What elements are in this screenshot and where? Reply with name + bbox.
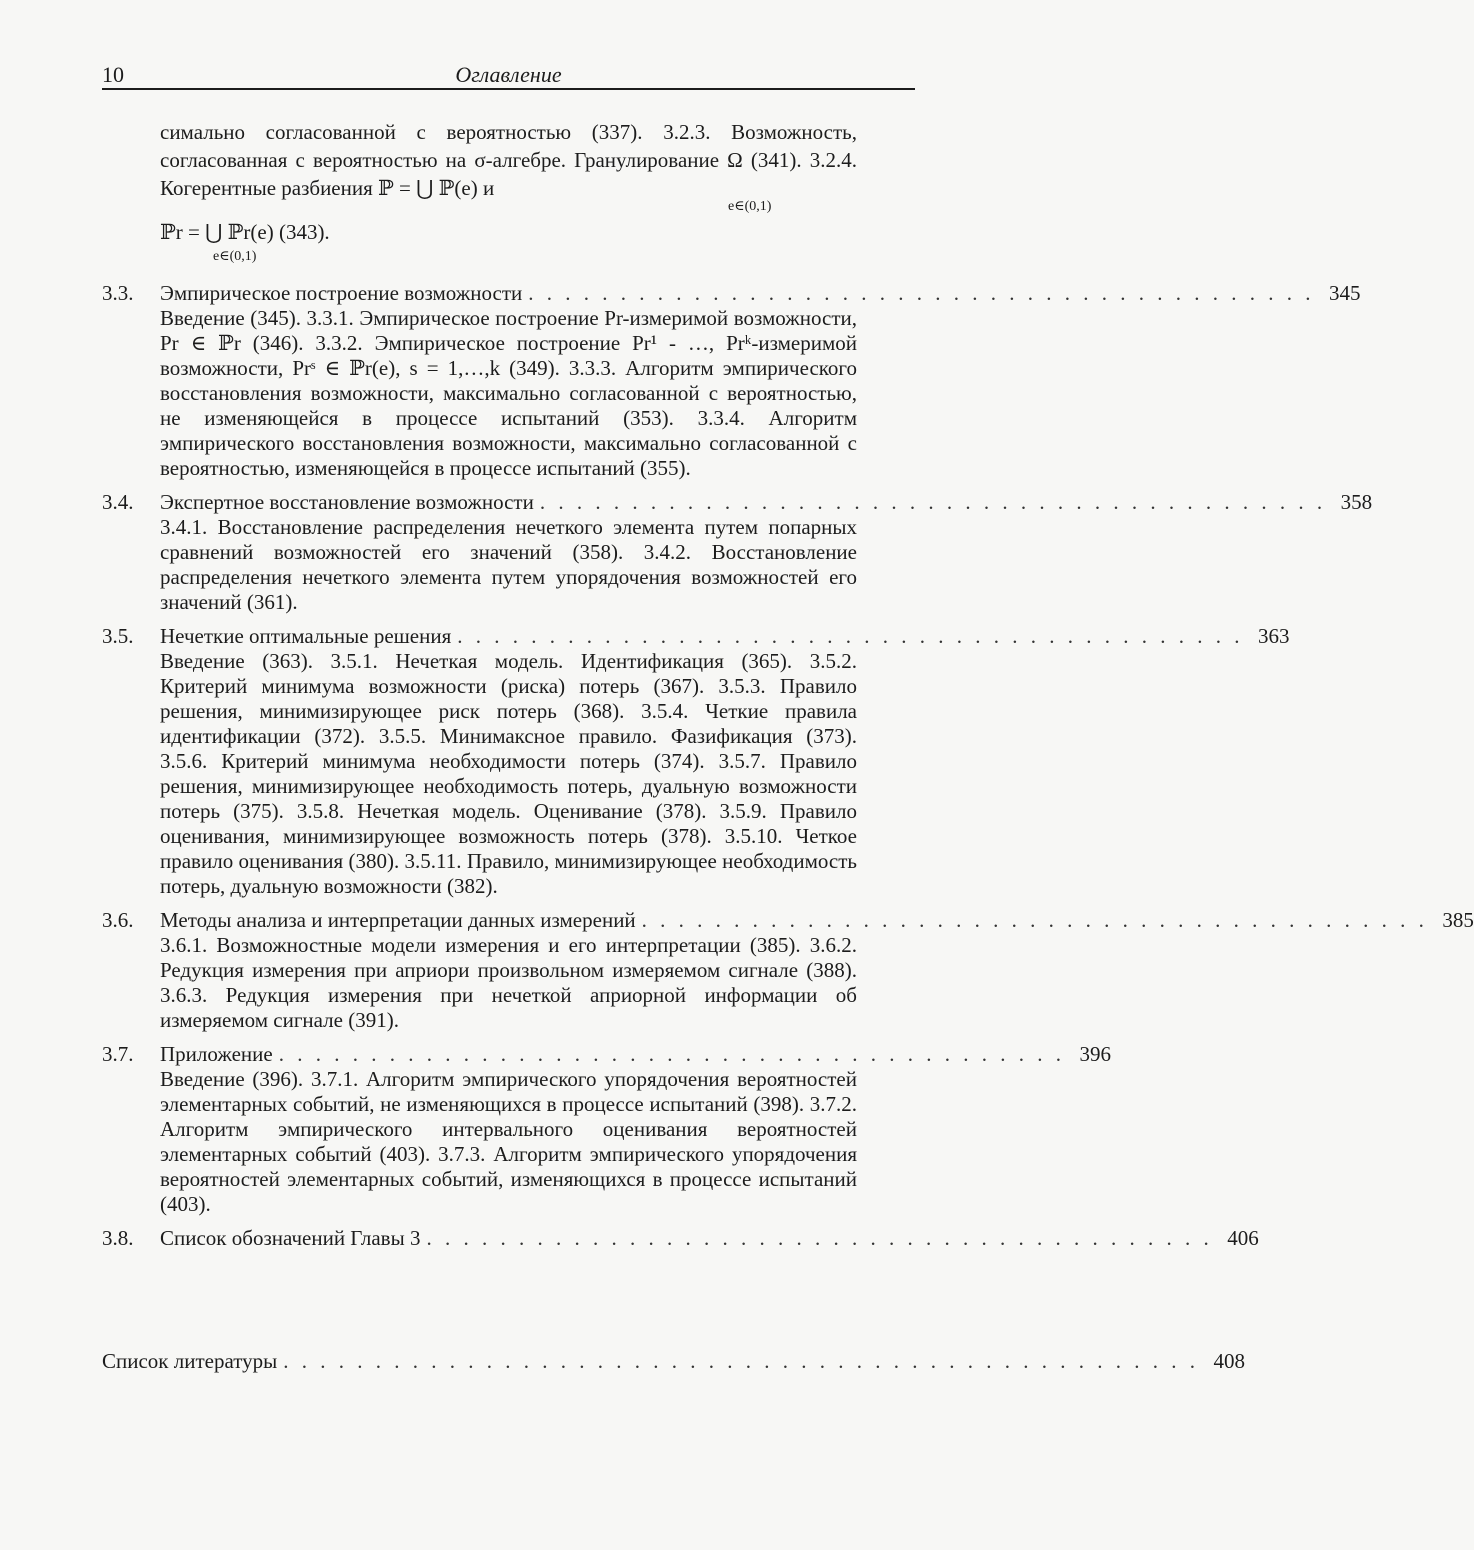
toc-entry (102, 489, 1373, 615)
formula-line: ℙr = ⋃ ℙr(e) (343). (160, 220, 330, 244)
leader-dots: . . . . . . . . . . . . . . . . . . . . . . . . . . . . . . . . . . . . . . . . . . . (457, 624, 1244, 648)
toc-entry (102, 280, 1361, 481)
toc-entry (102, 907, 1474, 1033)
section-description: Введение (363). 3.5.1. Нечеткая модель. Идентификация (365). 3.5.2. Критерий минимума возможности (риска) потерь (367). 3.5.3. Правило решения, минимизирующее риск потерь (368). 3.5.4. Четкие правила идентификации (372). 3.5.5. Минимаксное правило. Фазификация (373). 3.5.6. Критерий минимума необходимости потерь (374). 3.5.7. Правило решения, минимизирующее необходимость потерь, дуальную возможности потерь (375). 3.5.8. Нечеткая модель. Оценивание (378). 3.5.9. Правило оценивания, минимизирующее возможность потерь (378). 3.5.10. Четкое правило оценивания (380). 3.5.11. Правило, минимизирующее необходимость потерь, дуальную возможности (382). (160, 649, 857, 898)
bibliography-title[interactable]: Список литературы (102, 1349, 278, 1373)
page-header (102, 60, 915, 90)
leader-dots: . . . . . . . . . . . . . . . . . . . . . . . . . . . . . . . . . . . . . . . . . . . . . . . . . . (283, 1349, 1200, 1373)
toc-list (102, 280, 1474, 1259)
union-subscript: e∈(0,1) (728, 199, 772, 214)
toc-entry (102, 623, 1290, 899)
page-ref: 345 (1329, 281, 1361, 305)
page-ref: 408 (1213, 1349, 1246, 1373)
page-ref: 363 (1258, 624, 1290, 648)
section-description: Введение (345). 3.3.1. Эмпирическое построение Pr-измеримой возможности, Pr ∈ ℙr (346). 3.3.2. Эмпирическое построение Pr¹ - …, Prᵏ-измеримой возможности, Prˢ ∈ ℙr(e), s = 1,…,k (349). 3.3.3. Алгоритм эмпирического восстановления возможности, максимально согласованной с вероятностью, не изменяющейся в процессе испытаний (353). 3.3.4. Алгоритм эмпирического восстановления возможности, максимально согласованной с вероятностью, изменяющейся в процессе испытаний (355). (160, 306, 857, 480)
page-number: 10 (102, 62, 124, 87)
leader-dots: . . . . . . . . . . . . . . . . . . . . . . . . . . . . . . . . . . . . . . . . . . . (641, 908, 1428, 932)
section-number: 3.3. (102, 281, 134, 305)
section-description: 3.4.1. Восстановление распределения нечеткого элемента путем попарных сравнений возможностей его значений (358). 3.4.2. Восстановление распределения нечеткого элемента путем упорядочения возможностей его значений (361). (160, 515, 857, 614)
toc-entry (102, 1225, 1259, 1251)
section-description: Введение (396). 3.7.1. Алгоритм эмпирического упорядочения вероятностей элементарных событий, не изменяющихся в процессе испытаний (398). 3.7.2. Алгоритм эмпирического интервального оценивания вероятностей элементарных событий (403). 3.7.3. Алгоритм эмпирического упорядочения вероятностей элементарных событий, изменяющихся в процессе испытаний (403). (160, 1067, 857, 1216)
leader-dots: . . . . . . . . . . . . . . . . . . . . . . . . . . . . . . . . . . . . . . . . . . . (528, 281, 1315, 305)
section-title[interactable]: Экспертное восстановление возможности (160, 490, 534, 514)
section-number: 3.6. (102, 908, 134, 932)
page-ref: 406 (1227, 1226, 1259, 1250)
page-ref: 385 (1442, 908, 1474, 932)
section-number: 3.8. (102, 1226, 134, 1250)
section-number: 3.4. (102, 490, 134, 514)
leader-dots: . . . . . . . . . . . . . . . . . . . . . . . . . . . . . . . . . . . . . . . . . . . (426, 1226, 1213, 1250)
formula-subscript: e∈(0,1) (213, 249, 257, 264)
section-title[interactable]: Список обозначений Главы 3 (160, 1226, 421, 1250)
section-title[interactable]: Эмпирическое построение возможности (160, 281, 523, 305)
bibliography-entry (102, 1348, 1246, 1374)
section-title[interactable]: Приложение (160, 1042, 273, 1066)
section-number: 3.7. (102, 1042, 134, 1066)
leader-dots: . . . . . . . . . . . . . . . . . . . . . . . . . . . . . . . . . . . . . . . . . . . (539, 490, 1327, 514)
page-ref: 396 (1079, 1042, 1111, 1066)
section-description: 3.6.1. Возможностные модели измерения и его интерпретации (385). 3.6.2. Редукция измерения при априори произвольном измеряемом сигнале (388). 3.6.3. Редукция измерения при нечеткой априорной информации об измеряемом сигнале (391). (160, 933, 857, 1032)
toc-entry (102, 1041, 1111, 1217)
page-ref: 358 (1340, 490, 1373, 514)
section-title[interactable]: Нечеткие оптимальные решения (160, 624, 452, 648)
continuation-text: симально согласованной с вероятностью (337). 3.2.3. Возможность, согласованная с вероятностью на σ-алгебре. Гранулирование Ω (341). 3.2.4. Когерентные разбиения ℙ = ⋃ ℙ(e) и (160, 120, 857, 200)
leader-dots: . . . . . . . . . . . . . . . . . . . . . . . . . . . . . . . . . . . . . . . . . . . (278, 1042, 1065, 1066)
section-number: 3.5. (102, 624, 134, 648)
running-title: Оглавление (455, 62, 562, 87)
section-title[interactable]: Методы анализа и интерпретации данных измерений (160, 908, 636, 932)
